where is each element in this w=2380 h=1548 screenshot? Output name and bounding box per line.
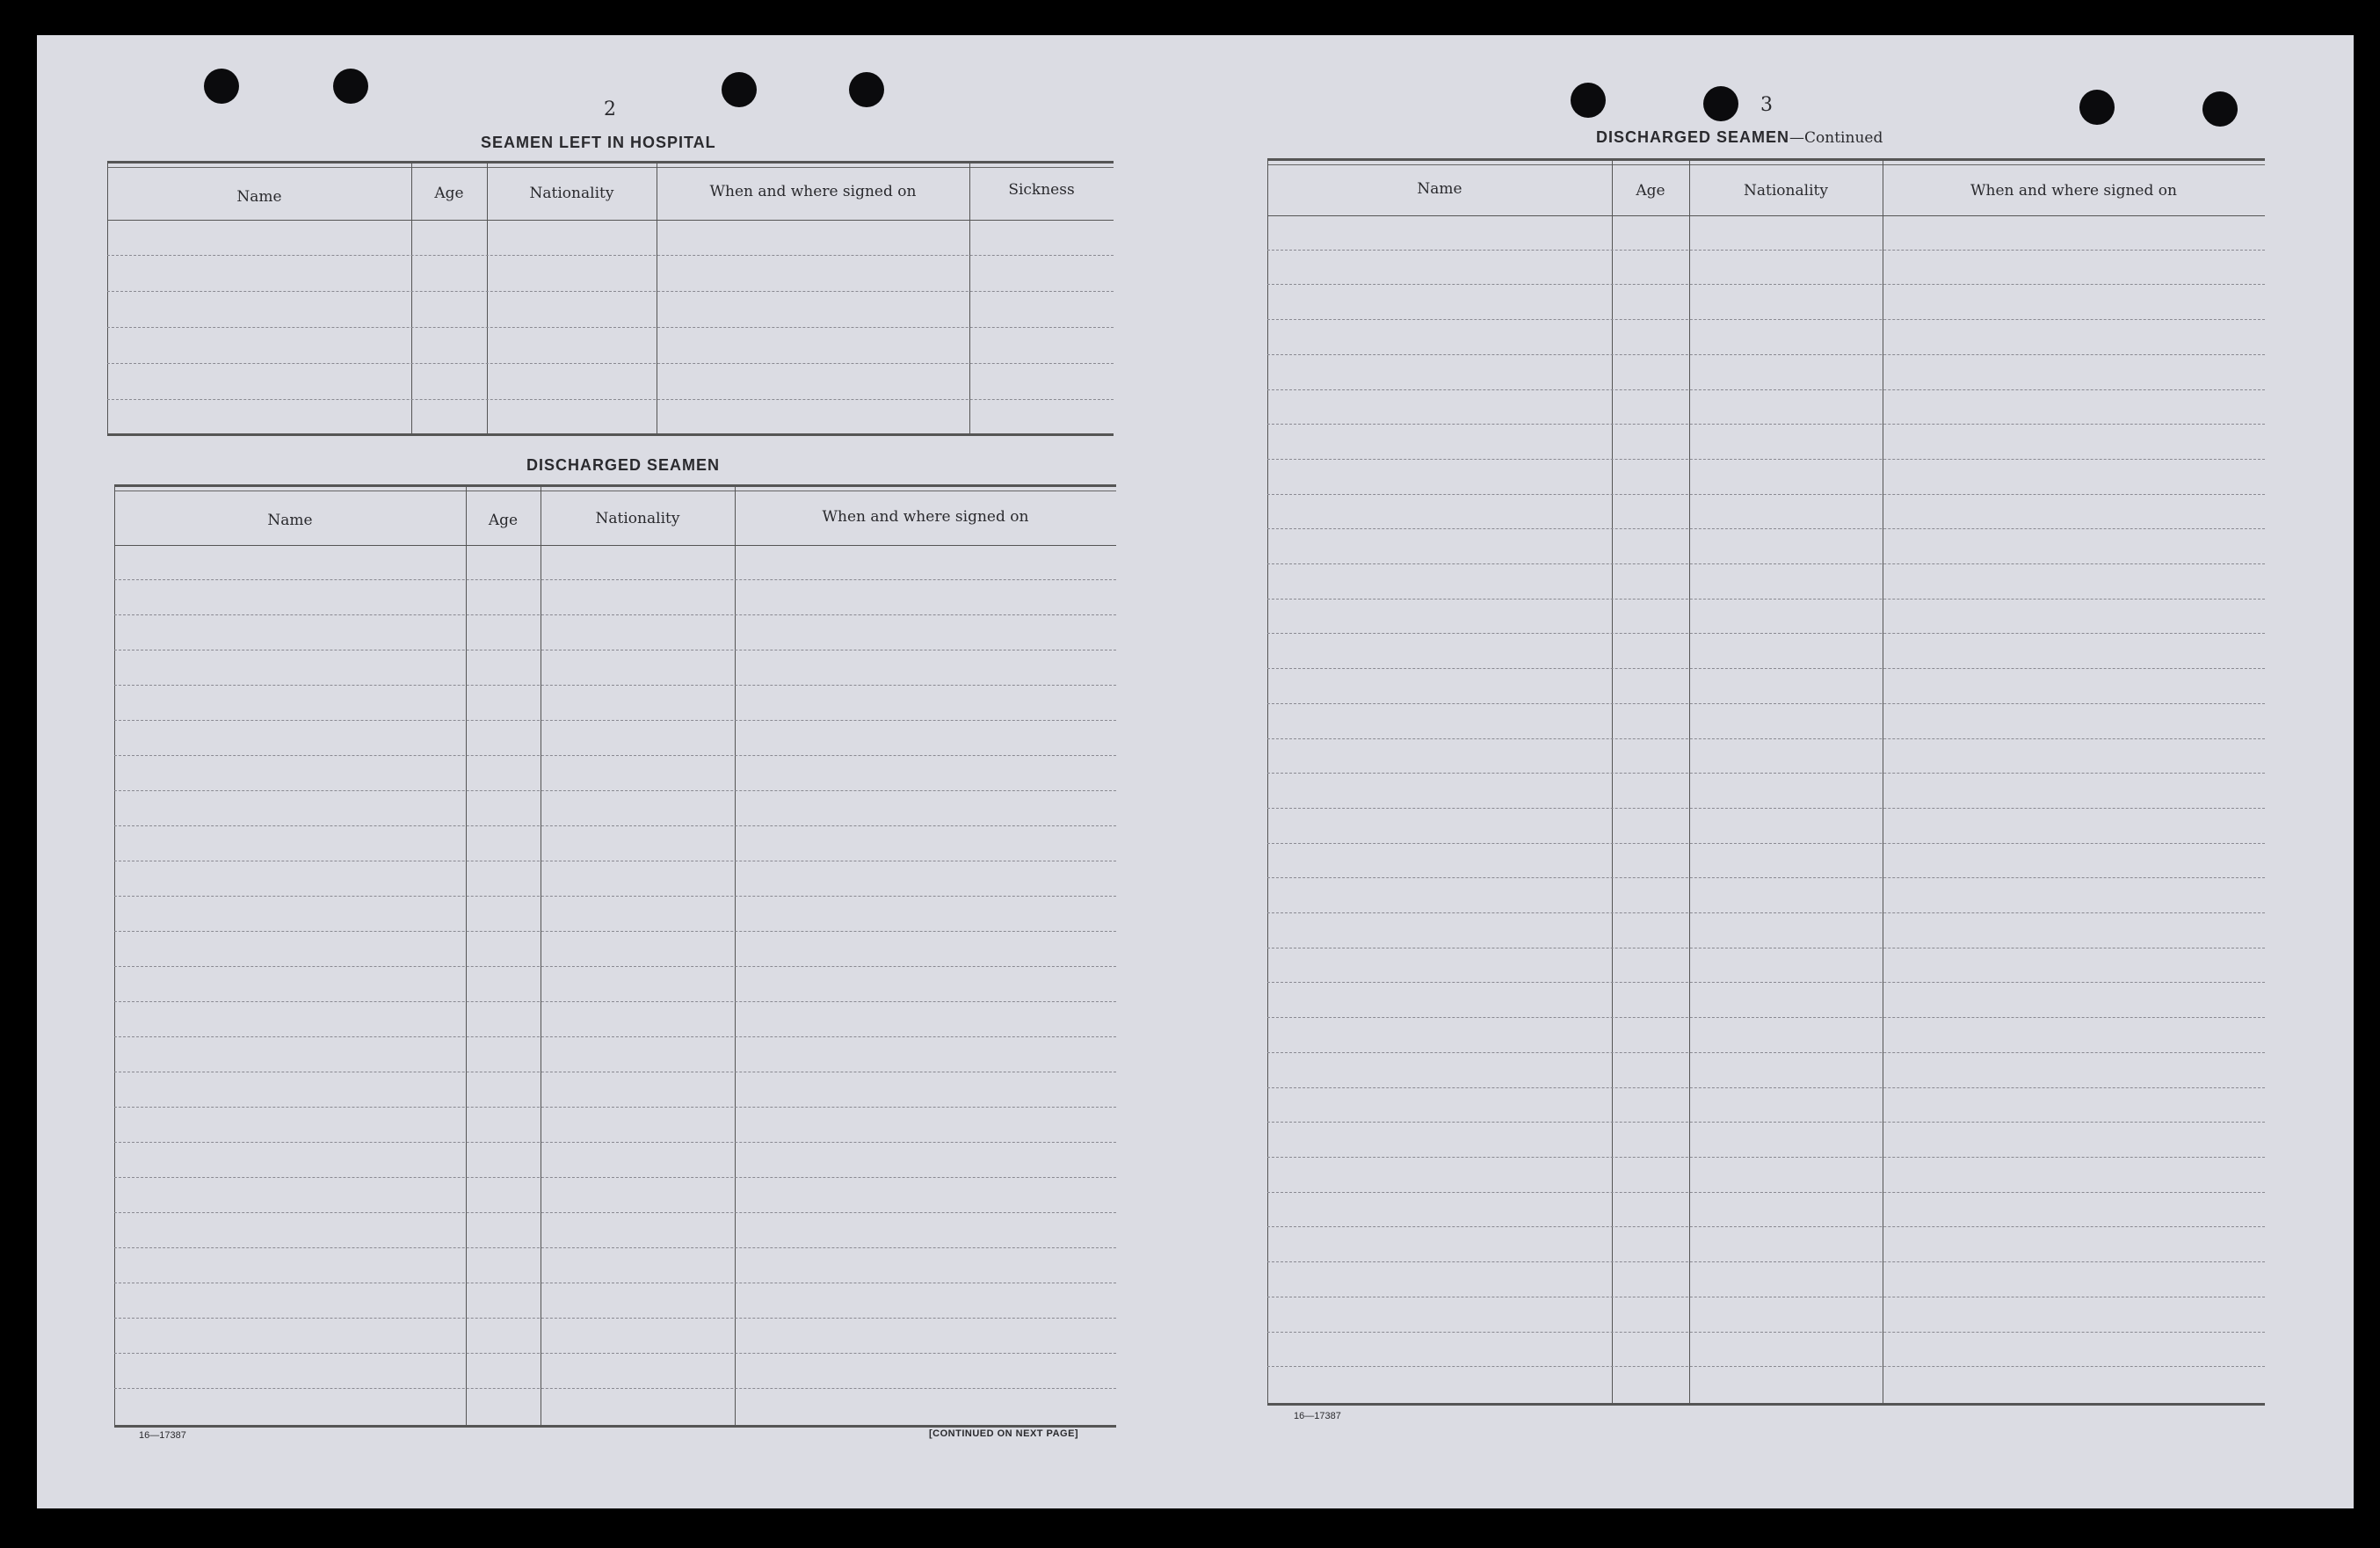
- punch-hole: [1703, 86, 1738, 121]
- table-row: [1267, 215, 2265, 251]
- page-number: 3: [1760, 94, 1774, 116]
- table-row: [1267, 1123, 2265, 1158]
- page-number: 2: [604, 98, 617, 120]
- table-row: [1267, 600, 2265, 635]
- discharged-continued-table: [1267, 158, 2265, 1406]
- punch-hole: [2202, 91, 2238, 127]
- column-header-age: Age: [434, 185, 464, 202]
- table-row: [114, 1213, 1116, 1248]
- table-row: [1267, 1193, 2265, 1228]
- table-row: [107, 256, 1114, 292]
- table-row: [114, 721, 1116, 756]
- table-row: [1267, 495, 2265, 530]
- table-row: [107, 328, 1114, 364]
- table-row: [114, 967, 1116, 1002]
- table-row: [114, 545, 1116, 580]
- punch-hole: [2079, 90, 2115, 125]
- column-header-when-where: When and where signed on: [709, 183, 917, 200]
- discharged-table: [114, 484, 1116, 1428]
- table-row: [114, 580, 1116, 615]
- table-row: [1267, 1018, 2265, 1053]
- table-row: [114, 1283, 1116, 1319]
- punch-hole: [849, 72, 884, 107]
- table-row: [1267, 251, 2265, 286]
- table-row: [114, 756, 1116, 791]
- table-row: [114, 686, 1116, 721]
- hospital-section-title: SEAMEN LEFT IN HOSPITAL: [481, 134, 716, 151]
- table-row: [1267, 1367, 2265, 1401]
- table-row: [1267, 355, 2265, 390]
- table-row: [1267, 425, 2265, 460]
- hospital-table: [107, 161, 1114, 436]
- table-row: [114, 1108, 1116, 1143]
- table-row: [1267, 844, 2265, 879]
- table-row: [1267, 634, 2265, 669]
- table-row: [114, 1002, 1116, 1037]
- table-row: [114, 1143, 1116, 1178]
- table-row: [1267, 1333, 2265, 1368]
- column-header-when-where: When and where signed on: [1970, 182, 2177, 200]
- table-row: [1267, 809, 2265, 844]
- table-row: [1267, 1088, 2265, 1123]
- table-row: [1267, 774, 2265, 809]
- column-header-when-where: When and where signed on: [822, 508, 1029, 526]
- table-row: [114, 1248, 1116, 1283]
- punch-hole: [1571, 83, 1606, 118]
- discharged-table-rows: [114, 545, 1116, 1424]
- column-header-name: Name: [1417, 180, 1462, 198]
- table-row: [1267, 704, 2265, 739]
- hospital-table-rows: [107, 220, 1114, 432]
- table-row: [1267, 285, 2265, 320]
- table-row: [1267, 390, 2265, 425]
- form-number: 16—17387: [139, 1430, 186, 1441]
- table-row: [1267, 1227, 2265, 1262]
- table-row: [114, 650, 1116, 686]
- continued-note: [CONTINUED ON NEXT PAGE]: [929, 1428, 1079, 1439]
- table-row: [114, 1319, 1116, 1354]
- table-row: [114, 1389, 1116, 1423]
- table-row: [114, 826, 1116, 861]
- column-header-nationality: Nationality: [1744, 182, 1828, 200]
- table-row: [1267, 460, 2265, 495]
- table-row: [1267, 669, 2265, 704]
- column-header-name: Name: [236, 188, 282, 206]
- table-row: [1267, 983, 2265, 1018]
- column-header-name: Name: [267, 512, 313, 529]
- table-row: [1267, 913, 2265, 948]
- table-row: [114, 897, 1116, 932]
- table-row: [107, 292, 1114, 328]
- table-row: [1267, 564, 2265, 600]
- column-header-age: Age: [488, 512, 519, 529]
- table-row: [114, 791, 1116, 826]
- table-row: [114, 1072, 1116, 1108]
- scanned-form-spread: [37, 35, 2354, 1508]
- column-header-nationality: Nationality: [529, 185, 614, 202]
- discharged-continued-title-suffix: —Continued: [1789, 129, 1883, 147]
- form-number: 16—17387: [1294, 1411, 1341, 1421]
- table-row: [114, 615, 1116, 650]
- punch-hole: [204, 69, 239, 104]
- table-row: [107, 400, 1114, 433]
- table-row: [114, 1178, 1116, 1213]
- discharged-continued-title-main: DISCHARGED SEAMEN: [1596, 128, 1790, 146]
- table-row: [1267, 529, 2265, 564]
- discharged-continued-table-rows: [1267, 215, 2265, 1402]
- column-header-nationality: Nationality: [595, 510, 680, 527]
- table-row: [1267, 948, 2265, 984]
- table-row: [1267, 739, 2265, 774]
- table-row: [1267, 1158, 2265, 1193]
- table-row: [114, 1037, 1116, 1072]
- table-row: [114, 932, 1116, 967]
- table-row: [114, 1354, 1116, 1389]
- table-row: [107, 364, 1114, 400]
- discharged-section-title: DISCHARGED SEAMEN: [526, 456, 721, 474]
- table-row: [114, 861, 1116, 897]
- table-row: [1267, 1053, 2265, 1088]
- table-row: [107, 220, 1114, 256]
- table-row: [1267, 1262, 2265, 1297]
- punch-hole: [722, 72, 757, 107]
- punch-hole: [333, 69, 368, 104]
- column-header-age: Age: [1636, 182, 1665, 200]
- table-row: [1267, 320, 2265, 355]
- discharged-continued-title: [1596, 128, 1883, 147]
- table-row: [1267, 1297, 2265, 1333]
- table-row: [1267, 878, 2265, 913]
- column-header-sickness: Sickness: [1008, 181, 1075, 199]
